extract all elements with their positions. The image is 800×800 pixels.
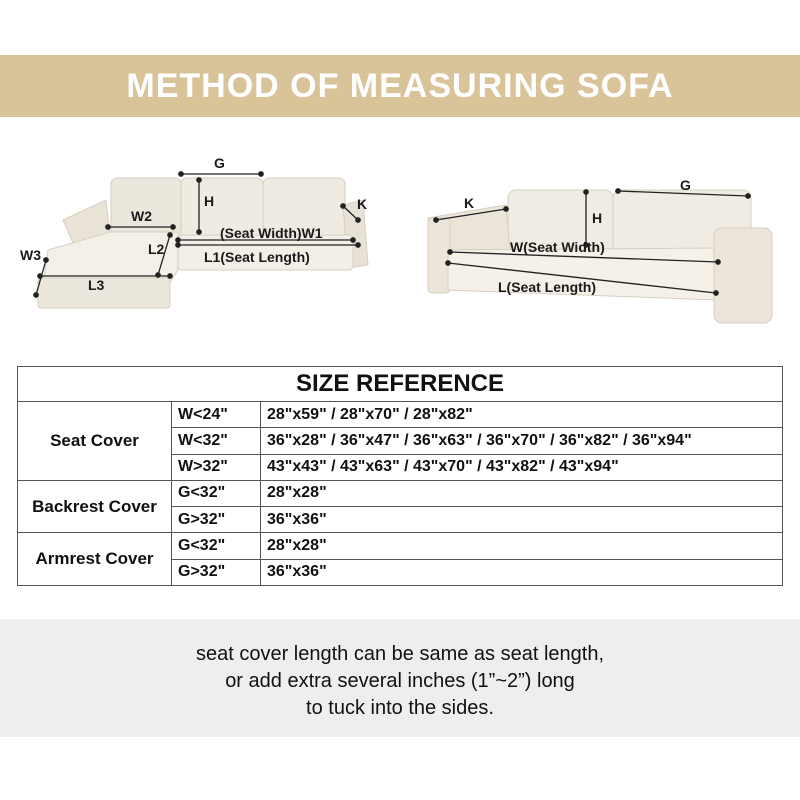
label-w2: W2 <box>131 208 152 224</box>
condition-cell: G<32" <box>172 533 261 559</box>
label-w3: W3 <box>20 247 41 263</box>
footer-line: seat cover length can be same as seat length, <box>195 643 605 665</box>
label-l3: L3 <box>88 277 105 293</box>
label-l-right: L(Seat Length) <box>498 279 596 295</box>
label-l1: L1(Seat Length) <box>204 249 310 265</box>
footer-line: or add extra several inches (1”~2”) long <box>225 670 575 692</box>
sizes-cell: 28"x28" <box>261 480 783 506</box>
condition-cell: G>32" <box>172 507 261 533</box>
size-reference-table <box>17 366 783 586</box>
sizes-cell: 36"x36" <box>261 559 783 585</box>
table-row <box>18 402 783 428</box>
label-g-right: G <box>680 177 691 193</box>
group-armrest-cover: Armrest Cover <box>18 533 172 586</box>
straight-sofa-diagram <box>418 150 780 330</box>
table-title-row <box>18 367 783 402</box>
label-h-right: H <box>592 210 603 226</box>
footer-note <box>0 641 800 722</box>
sizes-cell: 36"x36" <box>261 507 783 533</box>
group-seat-cover: Seat Cover <box>18 402 172 481</box>
table-row <box>18 480 783 506</box>
group-backrest-cover: Backrest Cover <box>18 480 172 533</box>
sizes-cell: 28"x28" <box>261 533 783 559</box>
condition-cell: W<32" <box>172 428 261 454</box>
table-row <box>18 533 783 559</box>
label-w1: (Seat Width)W1 <box>220 225 323 241</box>
sectional-sofa-diagram <box>18 150 388 310</box>
table-title: SIZE REFERENCE <box>18 367 783 402</box>
label-w-right: W(Seat Width) <box>510 239 605 255</box>
sizes-cell: 28"x59" / 28"x70" / 28"x82" <box>261 402 783 428</box>
label-k: K <box>357 196 368 212</box>
page-title: METHOD OF MEASURING SOFA <box>126 67 674 105</box>
footer-line: to tuck into the sides. <box>306 697 494 719</box>
label-h: H <box>204 193 215 209</box>
sizes-cell: 36"x28" / 36"x47" / 36"x63" / 36"x70" / 36"x82" / 36"x94" <box>261 428 783 454</box>
condition-cell: G>32" <box>172 559 261 585</box>
sizes-cell: 43"x43" / 43"x63" / 43"x70" / 43"x82" / 43"x94" <box>261 454 783 480</box>
condition-cell: G<32" <box>172 480 261 506</box>
label-k-right: K <box>464 195 475 211</box>
condition-cell: W<24" <box>172 402 261 428</box>
condition-cell: W>32" <box>172 454 261 480</box>
label-l2: L2 <box>148 241 165 257</box>
label-g: G <box>214 155 225 171</box>
